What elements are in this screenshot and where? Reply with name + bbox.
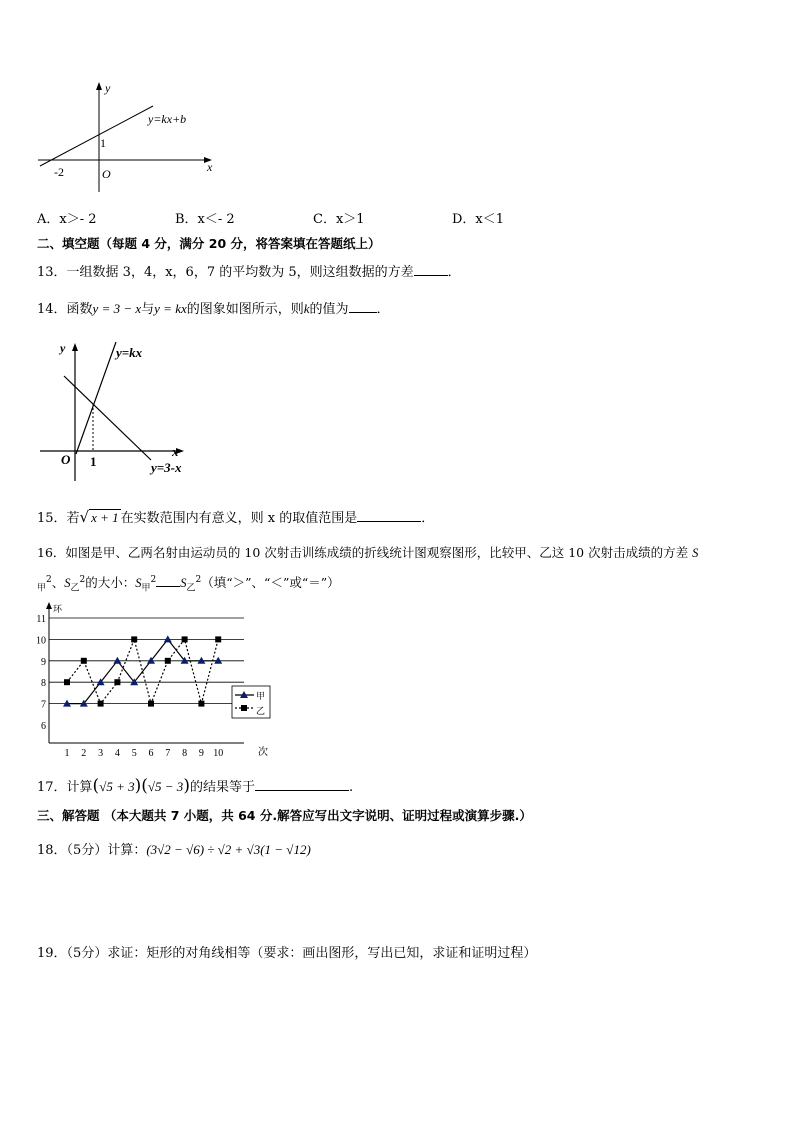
- chart-y-tick-label: 8: [41, 678, 46, 690]
- chart-legend-marker-2: [241, 705, 247, 711]
- line-label: y=kx+b: [148, 112, 187, 126]
- line-kx-b: [40, 106, 153, 166]
- q18-expr: (3√2 − √6) ÷ √2 + √3(1 − √12): [146, 842, 311, 857]
- y-intercept-label: 1: [100, 136, 106, 150]
- q15-suffix: 在实数范围内有意义，则 x 的取值范围是: [120, 511, 358, 526]
- question-19: 19．（5分）求证：矩形的对角线相等（要求：画出图形，写出已知，求证和证明过程）: [37, 946, 537, 961]
- q17-end: .: [348, 780, 354, 795]
- chart-y-tick-label: 10: [36, 635, 46, 647]
- q17-expr-a: √5 + 3: [99, 779, 135, 794]
- q16-size-text: 的大小：: [85, 575, 136, 590]
- chart-point-series-2: [81, 658, 87, 664]
- paren-close-2: ): [183, 776, 190, 796]
- question-15: [37, 507, 434, 526]
- q16-sub-jia-2: 甲: [141, 583, 151, 594]
- chart-legend-label-2: 乙: [256, 706, 266, 716]
- chart-point-series-2: [114, 679, 120, 685]
- chart-point-series-2: [148, 701, 154, 707]
- sqrt-sign: √: [79, 508, 90, 526]
- q16-sub-jia: 甲: [37, 583, 47, 594]
- chart-y-axis-arrow: [46, 602, 52, 609]
- chart-point-series-2: [198, 701, 204, 707]
- line-y-3-x: [64, 376, 151, 460]
- question-13: [37, 261, 461, 280]
- q14-k: k: [303, 301, 310, 316]
- q16-s3: S: [135, 576, 142, 590]
- question-16-line1: [37, 543, 698, 561]
- q17-prefix: 17．计算: [37, 780, 93, 795]
- x-intercept-label: -2: [54, 165, 64, 179]
- q16-blank: [156, 574, 180, 587]
- chart-legend-label-1: 甲: [256, 691, 266, 701]
- q15-end: ．: [421, 511, 435, 526]
- question-18: [37, 839, 311, 858]
- q18-prefix: 18．（5分）计算：: [37, 843, 147, 858]
- chart-point-series-2: [64, 679, 70, 685]
- q15-radicand: x + 1: [91, 510, 119, 525]
- option-b: B．x＜- 2: [175, 212, 235, 227]
- q14-function-2: y = kx: [154, 301, 187, 316]
- q13-blank: [414, 263, 448, 276]
- q14-blank: [349, 300, 377, 313]
- linear-graph-1: [30, 78, 230, 198]
- chart-x-tick-label: 10: [213, 748, 224, 759]
- q13-text: 13．一组数据 3，4，x，6，7 的平均数为 5，则这组数据的方差: [37, 265, 414, 280]
- paren-close-1: ): [134, 776, 142, 796]
- q14-prefix: 14．函数: [37, 302, 93, 317]
- question-17: [37, 776, 353, 796]
- chart-x-tick-label: 1: [64, 748, 70, 759]
- chart-y-axis-label: 环: [53, 604, 63, 614]
- q15-prefix: 15．若: [37, 511, 80, 526]
- y-axis-arrow: [72, 343, 78, 351]
- tick-1-label: 1: [90, 454, 97, 469]
- chart-point-series-2: [182, 636, 188, 642]
- y-axis-arrow: [96, 82, 102, 90]
- origin-label: O: [61, 452, 71, 467]
- line-kx-label: y=kx: [116, 345, 143, 360]
- q16-sup-2: 2: [79, 574, 86, 585]
- chart-y-tick-label: 9: [41, 656, 46, 668]
- q16-sup-4: 2: [195, 574, 202, 585]
- chart-x-tick-label: 7: [165, 748, 171, 759]
- section2-title: 二、填空题（每题 4 分，满分 20 分，将答案填在答题纸上）: [37, 236, 381, 251]
- chart-y-tick-label: 11: [36, 614, 46, 625]
- x-axis-label: x: [207, 160, 213, 174]
- question-16-line2: [37, 573, 340, 594]
- chart-point-series-2: [131, 636, 137, 642]
- y-axis-label: y: [60, 341, 66, 355]
- option-a: A．x＞- 2: [37, 212, 97, 227]
- q16-sub-yi: 乙: [70, 583, 80, 594]
- chart-point-series-1: [113, 657, 121, 664]
- paren-open-2: (: [141, 776, 148, 796]
- shooting-score-chart: [34, 600, 274, 762]
- q14-suffix2: 的值为: [309, 302, 349, 317]
- q14-function-1: y = 3 − x: [92, 301, 142, 316]
- option-d: D．x＜1: [452, 212, 505, 227]
- q17-blank: [255, 778, 349, 791]
- chart-x-tick-label: 6: [148, 748, 154, 759]
- chart-point-series-2: [98, 701, 104, 707]
- section3-title: 三、解答题 （本大题共 7 小题，共 64 分.解答应写出文字说明、证明过程或演算步骤.）: [37, 808, 532, 823]
- q16-fill: （填“＞”、“＜”或“＝”）: [201, 575, 340, 590]
- q16-s4: S: [180, 576, 187, 590]
- option-c: C．x＞1: [313, 212, 365, 227]
- question-14: [37, 298, 390, 317]
- q17-suffix: 的结果等于: [189, 780, 255, 795]
- chart-x-tick-label: 5: [131, 748, 137, 759]
- q16-sub-yi-2: 乙: [186, 583, 196, 594]
- q16-sep: 、: [51, 575, 65, 590]
- chart-x-tick-label: 4: [114, 748, 120, 759]
- q14-end: ．: [376, 302, 390, 317]
- q14-mid: 与: [141, 302, 155, 317]
- chart-x-tick-label: 2: [81, 748, 87, 759]
- q17-expr-b: √5 − 3: [147, 779, 184, 794]
- q16-s: S: [692, 546, 699, 560]
- chart-point-series-2: [165, 658, 171, 664]
- chart-point-series-2: [215, 636, 221, 642]
- q16-text: 16．如图是甲、乙两名射由运动员的 10 次射击训练成绩的折线统计图观察图形，比较甲、乙这 10 次射击成绩的方差: [37, 545, 689, 560]
- chart-x-tick-label: 9: [198, 748, 204, 759]
- chart-y-tick-label: 7: [41, 699, 46, 711]
- chart-series-line-1: [67, 639, 218, 703]
- x-axis-label: x: [172, 444, 179, 459]
- chart-x-tick-label: 3: [98, 748, 104, 759]
- q14-suffix: 的图象如图所示，则: [186, 302, 304, 317]
- origin-label: O: [102, 167, 111, 181]
- line-y-kx: [76, 342, 116, 454]
- chart-x-axis-label: 次: [258, 747, 268, 758]
- chart-y-tick-label: 6: [41, 721, 46, 732]
- q16-sup-1: 2: [46, 574, 52, 585]
- q16-sup-3: 2: [150, 574, 157, 585]
- chart-x-tick-label: 8: [182, 748, 188, 759]
- y-axis-label: y: [105, 81, 111, 95]
- q13-end: ．: [447, 265, 461, 280]
- q15-blank: [357, 509, 421, 522]
- paren-open-1: (: [92, 776, 100, 796]
- q16-s2: S: [64, 576, 71, 590]
- linear-graph-2: [36, 336, 206, 486]
- line-3-x-label: y=3-x: [151, 460, 182, 475]
- chart-point-series-1: [164, 635, 172, 642]
